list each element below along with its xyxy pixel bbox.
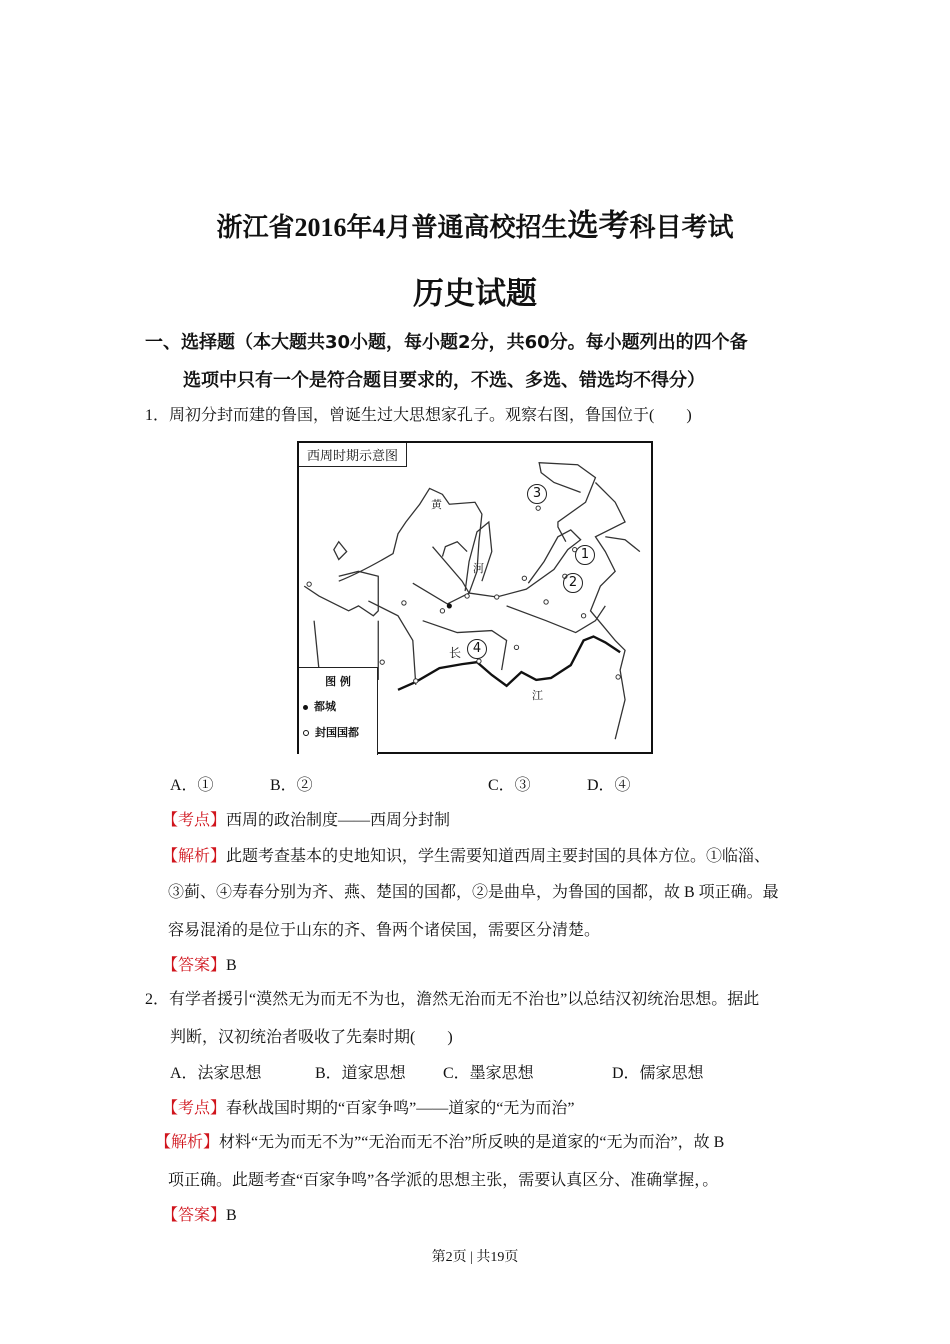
kaodian-2 [162,1099,574,1119]
jiexi-2-line2: 项正确。此题考查“百家争鸣”各学派的思想主张，需要认真区分、准确掌握，。 [168,1172,719,1189]
page-footer: 第2页 | 共19页 [431,1250,519,1265]
legend-title: 图 例 [325,675,351,688]
map-legend [299,667,378,755]
jiexi-1 [162,847,770,867]
option-b: B．道家思想 [315,1065,406,1082]
fief-circle-icon [303,730,309,736]
kaodian-text: 西周的政治制度——西周分封制 [226,812,451,829]
option-b: B．② [270,777,313,794]
marker-4: 4 [467,639,487,659]
kaodian-tag: 【考点】 [162,1100,227,1117]
option-a: A．法家思想 [170,1065,262,1082]
kaodian-1 [162,811,450,831]
legend-capital: 都城 [314,700,336,713]
map-title: 西周时期示意图 [299,443,407,467]
jiexi-1-line3: 容易混淆的是位于山东的齐、鲁两个诸侯国，需要区分清楚。 [168,922,601,939]
answer-tag: 【答案】 [162,957,227,974]
option-c: C．墨家思想 [443,1065,534,1082]
title-emphasis: 选考 [567,208,630,243]
section-heading-cont: 选项中只有一个是符合题目要求的，不选、多选、错选均不得分） [183,370,705,391]
map-label-huang: 黄 [431,498,442,511]
answer-2 [162,1206,237,1226]
option-d: D．④ [587,777,631,794]
jiexi-text: 材料“无为而无不为”“无治而无不治”所反映的是道家的“无为而治”，故 B [219,1134,725,1151]
map-label-jiang: 江 [532,689,543,702]
question-2-stem: 2．有学者援引“漠然无为而无不为也，澹然无治而无不治也”以总结汉初统治思想。据此 [145,991,760,1008]
document-title [0,200,950,245]
answer-tag: 【答案】 [162,1207,227,1224]
kaodian-text: 春秋战国时期的“百家争鸣”——道家的“无为而治” [226,1100,575,1117]
question-1-stem: 1．周初分封而建的鲁国，曾诞生过大思想家孔子。观察右图，鲁国位于( ) [145,407,692,424]
map-label-chang: 长 [449,646,462,660]
western-zhou-map [297,441,653,754]
jiexi-1-line2: ③蓟、④寿春分别为齐、燕、楚国的国都，②是曲阜，为鲁国的国都，故 B 项正确。最 [168,884,779,901]
jiexi-2 [155,1133,724,1153]
option-c: C．③ [488,777,531,794]
map-label-he: 河 [473,562,484,575]
title-part: 科目考试 [629,213,734,242]
capital-dot-icon [303,705,308,710]
title-part: 浙江省2016年4月普通高校招生 [216,213,568,242]
answer-1 [162,956,237,976]
jiexi-tag: 【解析】 [155,1134,220,1151]
kaodian-tag: 【考点】 [162,812,227,829]
section-heading: 一、选择题（本大题共30小题，每小题2分，共60分。每小题列出的四个备 [145,332,748,353]
option-a: A．① [170,777,214,794]
jiexi-tag: 【解析】 [162,848,227,865]
marker-3: 3 [527,484,547,504]
marker-1: 1 [575,545,595,565]
question-2-stem-cont: 判断，汉初统治者吸收了先秦时期( ) [170,1029,453,1046]
document-subtitle: 历史试题 [413,276,537,312]
legend-fief: 封国国都 [315,726,359,739]
answer-text: B [226,1207,237,1224]
option-d: D．儒家思想 [612,1065,704,1082]
marker-2: 2 [563,573,583,593]
answer-text: B [226,957,237,974]
jiexi-text: 此题考查基本的史地知识，学生需要知道西周主要封国的具体方位。①临淄、 [226,848,771,865]
